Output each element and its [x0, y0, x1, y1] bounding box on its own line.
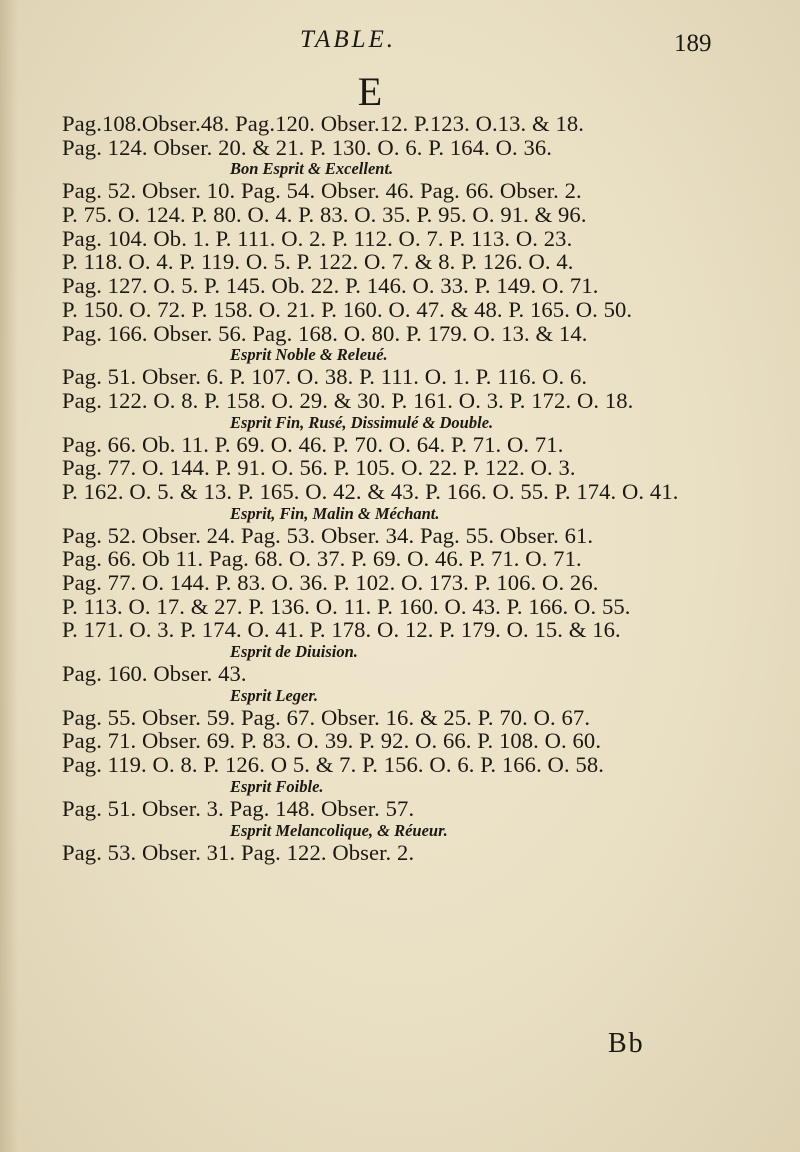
reference-line: Pag. 51. Obser. 6. P. 107. O. 38. P. 111. O. 1. P. 116. O. 6. [62, 364, 588, 390]
reference-line: Pag. 52. Obser. 24. Pag. 53. Obser. 34. Pag. 55. Obser. 61. [62, 522, 594, 548]
reference-line: P. 113. O. 17. & 27. P. 136. O. 11. P. 160. O. 43. P. 166. O. 55. [62, 593, 631, 619]
entry-heading: Bon Esprit & Excellent. [230, 159, 394, 179]
reference-line: Pag. 71. Obser. 69. P. 83. O. 39. P. 92. O. 66. P. 108. O. 60. [62, 728, 602, 754]
entry-heading: Esprit Noble & Releué. [230, 345, 388, 365]
reference-line: Pag. 53. Obser. 31. Pag. 122. Obser. 2. [62, 839, 415, 865]
reference-line: Pag. 104. Ob. 1. P. 111. O. 2. P. 112. O. 7. P. 113. O. 23. [62, 225, 573, 251]
entry-heading: Esprit, Fin, Malin & Méchant. [230, 503, 440, 523]
reference-line: P. 118. O. 4. P. 119. O. 5. P. 122. O. 7. & 8. P. 126. O. 4. [62, 249, 574, 275]
catchword: Bb [608, 1028, 645, 1059]
reference-line: Pag. 77. O. 144. P. 91. O. 56. P. 105. O. 22. P. 122. O. 3. [62, 455, 576, 481]
reference-line: Pag. 124. Obser. 20. & 21. P. 130. O. 6. P. 164. O. 36. [62, 134, 553, 160]
reference-line: P. 162. O. 5. & 13. P. 165. O. 42. & 43. P. 166. O. 55. P. 174. O. 41. [62, 478, 679, 504]
entry-heading: Esprit Leger. [230, 685, 319, 705]
reference-line: Pag. 55. Obser. 59. Pag. 67. Obser. 16. & 25. P. 70. O. 67. [62, 704, 591, 730]
entry-heading: Esprit Foible. [230, 776, 324, 796]
reference-line: P. 150. O. 72. P. 158. O. 21. P. 160. O. 47. & 48. P. 165. O. 50. [62, 296, 633, 322]
index-entries [62, 112, 740, 864]
reference-line: Pag. 77. O. 144. P. 83. O. 36. P. 102. O. 173. P. 106. O. 26. [62, 570, 599, 595]
reference-line: Pag. 66. Ob 11. Pag. 68. O. 37. P. 69. O. 46. P. 71. O. 71. [62, 546, 582, 572]
reference-line: Pag. 66. Ob. 11. P. 69. O. 46. P. 70. O. 64. P. 71. O. 71. [62, 431, 564, 457]
reference-line: Pag. 166. Obser. 56. Pag. 168. O. 80. P. 179. O. 13. & 14. [62, 320, 588, 346]
entry-heading: Esprit de Diuision. [230, 642, 358, 662]
page-header [0, 24, 800, 64]
reference-line: Pag. 160. Obser. 43. [62, 661, 247, 687]
page-number: 189 [674, 30, 712, 57]
running-title: TABLE. [300, 26, 397, 53]
section-letter: E [357, 69, 383, 114]
reference-line: Pag. 122. O. 8. P. 158. O. 29. & 30. P. 161. O. 3. P. 172. O. 18. [62, 387, 634, 413]
entry-heading: Esprit Fin, Rusé, Dissimulé & Double. [230, 412, 494, 432]
reference-line: Pag. 119. O. 8. P. 126. O 5. & 7. P. 156. O. 6. P. 166. O. 58. [62, 752, 605, 778]
page-gutter-shadow [0, 0, 18, 1152]
reference-line: P. 171. O. 3. P. 174. O. 41. P. 178. O. 12. P. 179. O. 15. & 16. [62, 617, 621, 643]
entry-heading: Esprit Melancolique, & Réueur. [230, 820, 448, 840]
reference-line: Pag.108.Obser.48. Pag.120. Obser.12. P.123. O.13. & 18. [62, 111, 585, 136]
reference-line: Pag. 52. Obser. 10. Pag. 54. Obser. 46. Pag. 66. Obser. 2. [62, 178, 582, 204]
reference-line: Pag. 127. O. 5. P. 145. Ob. 22. P. 146. O. 33. P. 149. O. 71. [62, 273, 599, 299]
reference-line: Pag. 51. Obser. 3. Pag. 148. Obser. 57. [62, 795, 415, 821]
reference-line: P. 75. O. 124. P. 80. O. 4. P. 83. O. 35. P. 95. O. 91. & 96. [62, 202, 587, 228]
